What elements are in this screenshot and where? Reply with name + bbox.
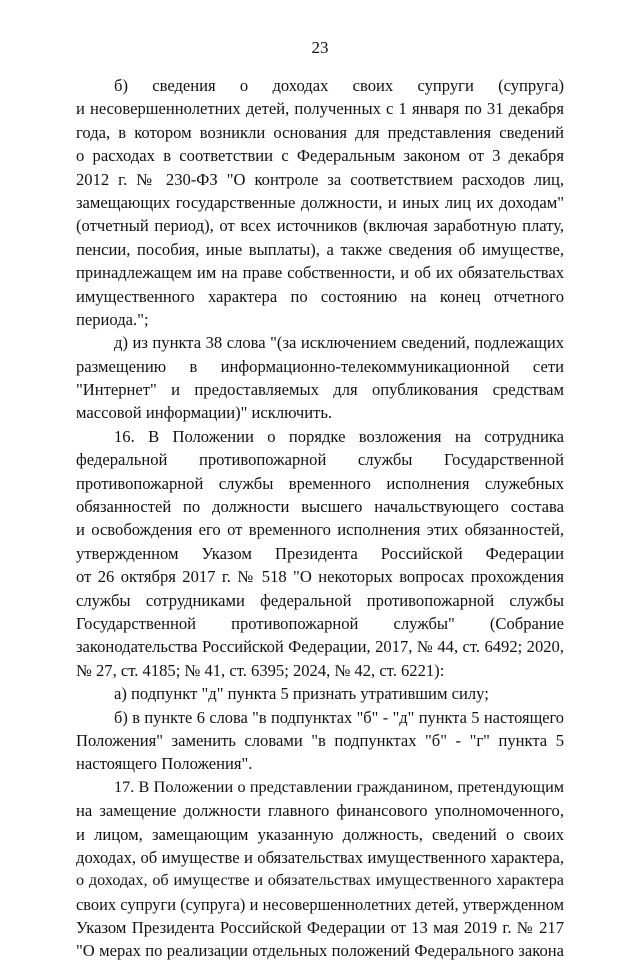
text-line: своих супруги (супруга) и несовершеннолетних детей, утвержденном [76,894,564,914]
text-line: о расходах в соответствии с Федеральным законом от 3 декабря [76,146,564,166]
text-line: б) сведения о доходах своих супруги (супруга) [114,76,564,95]
text-line: от 26 октября 2017 г. № 518 "О некоторых вопросах прохождения [76,567,564,587]
text-line: периода."; [76,309,149,329]
text-line: замещающих государственные должности, и иных лиц их доходам" [76,192,564,212]
text-line: 17. В Положении о представлении гражданином, претендующим [114,777,564,796]
text-line: Государственной противопожарной службы" (Собрание [76,613,564,633]
text-line: федеральной противопожарной службы Государственной [76,450,564,470]
text-line: настоящего Положения". [76,754,253,774]
text-line: обязанностей по должности высшего начальствующего состава [76,497,564,517]
text-line: и освобождения его от временного исполнения этих обязанностей, [76,520,564,540]
text-line: размещению в информационно-телекоммуникационной сети [76,356,564,376]
page-number: 23 [311,38,329,57]
text-line: имущественного характера по состоянию на конец отчетного [76,286,564,306]
text-line: утвержденном Указом Президента Российской Федерации [76,543,564,563]
text-line: № 27, ст. 4185; № 41, ст. 6395; 2024, № 42, ст. 6221): [76,660,445,680]
text-line: д) из пункта 38 слова "(за исключением сведений, подлежащих [114,333,564,353]
text-line: доходах, об имуществе и обязательствах имущественного характера, [76,847,564,867]
text-line: Положения" заменить словами "в подпунктах "б" - "г" пункта 5 [76,730,564,750]
text-line: Указом Президента Российской Федерации от 13 мая 2019 г. № 217 [76,918,564,938]
text-line: 2012 г. № 230-ФЗ "О контроле за соответствием расходов лиц, [76,169,564,189]
text-line: законодательства Российской Федерации, 2017, № 44, ст. 6492; 2020, [76,637,564,657]
text-line: принадлежащем им на праве собственности, и об их обязательствах [76,263,564,283]
text-line: противопожарной службы временного исполнения служебных [76,473,564,493]
text-line: "О мерах по реализации отдельных положений Федерального закона [76,941,564,961]
document-body [76,74,564,963]
text-line: "Интернет" и предоставляемых для опубликования средствам [76,380,564,400]
text-line: б) в пункте 6 слова "в подпунктах "б" - "д" пункта 5 настоящего [114,707,564,727]
text-line: а) подпункт "д" пункта 5 признать утратившим силу; [114,684,489,704]
text-line: и несовершеннолетних детей, полученных с 1 января по 31 декабря [76,99,564,119]
text-line: 16. В Положении о порядке возложения на сотрудника [114,426,564,446]
text-line: службы сотрудниками федеральной противопожарной службы [76,590,564,610]
text-line: и лицом, замещающим указанную должность, сведений о своих [76,824,564,844]
text-line: года, в котором возникли основания для представления сведений [76,122,564,142]
text-line: (отчетный период), от всех источников (включая заработную плату, [76,216,564,236]
text-line: на замещение должности главного финансового уполномоченного, [76,801,564,821]
text-line: пенсии, пособия, иные выплаты), а также сведения об имуществе, [76,239,564,259]
text-line: массовой информации)" исключить. [76,403,333,423]
text-line: о доходах, об имуществе и обязательствах имущественного характера [76,871,564,890]
